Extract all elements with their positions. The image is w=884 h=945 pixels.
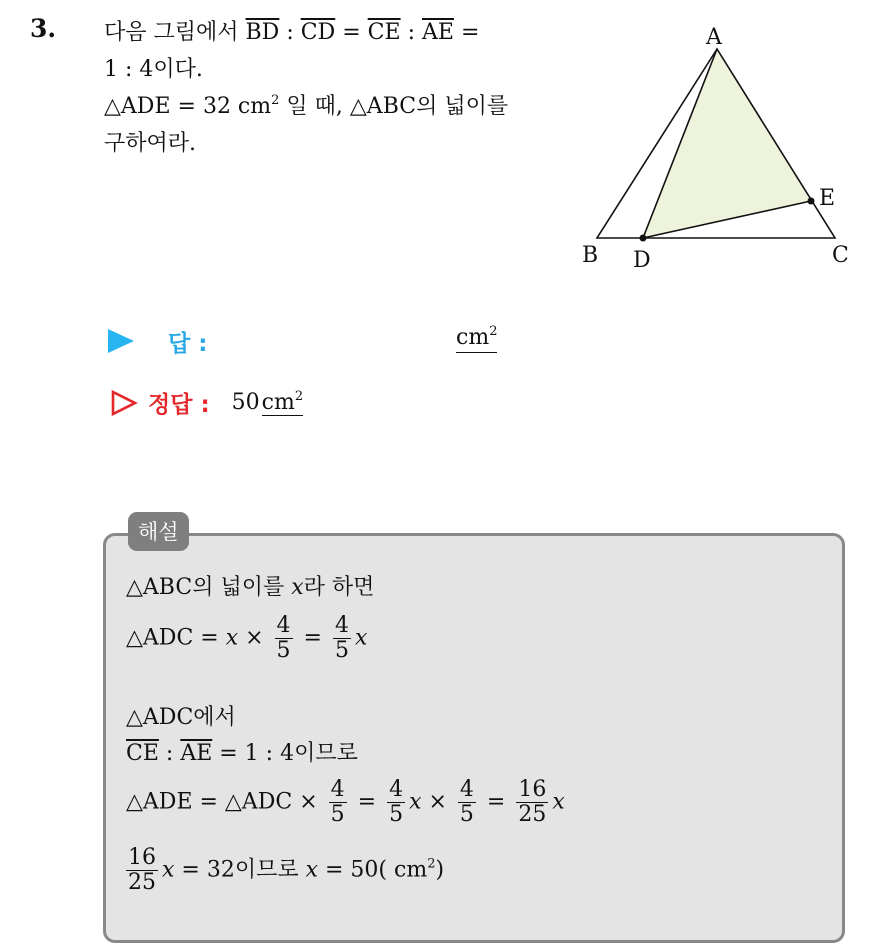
- solution-line-2: △ADC = x × $\frac{4}{5}$ = $\frac{4}{5}$ x: [126, 613, 368, 663]
- problem-number: 3.: [30, 14, 57, 43]
- fraction-16-25: $\frac{16}{25}$: [518, 777, 547, 827]
- correct-answer-row: [110, 386, 303, 419]
- label-b: B: [582, 243, 599, 268]
- fraction-4-5: $\frac{4}{5}$: [334, 613, 349, 663]
- label-e: E: [819, 186, 836, 211]
- fraction-4-5: $\frac{4}{5}$: [389, 777, 404, 827]
- solution-line-4: $\overline{CE}$ : $\overline{AE} = 1$ : 4이므로: [126, 741, 358, 766]
- label-c: C: [832, 243, 849, 268]
- answer-row: [108, 324, 207, 358]
- label-d: D: [633, 248, 651, 273]
- correct-answer-label: 정답 :: [148, 392, 210, 418]
- problem-statement: [104, 14, 564, 162]
- fraction-4-5: $\frac{4}{5}$: [330, 777, 345, 827]
- problem-line-1: 다음 그림에서 $\overline{BD}$ : $\overline{CD} = \overline{CE}$ : $\overline{AE}$ =: [104, 20, 480, 45]
- point-d: [640, 235, 647, 242]
- problem-line-3: △ADE = 32 $cm^2$ 일 때, △ABC의 넓이를: [104, 93, 509, 119]
- solution-line-5: △ADE = △ADC × $\frac{4}{5}$ = $\frac{4}{5}$ x × $\frac{4}{5}$ = $\frac{16}{25}$ x: [126, 777, 565, 827]
- shaded-triangle-ade: [643, 49, 811, 238]
- answer-blank[interactable]: $cm^2$: [456, 324, 497, 353]
- solution-tag: 해설: [128, 512, 189, 551]
- solution-line-3: △ADC에서: [126, 705, 236, 730]
- triangle-figure: [580, 20, 870, 280]
- fraction-4-5: $\frac{4}{5}$: [459, 777, 474, 827]
- correct-answer-value: 50: [231, 390, 260, 415]
- problem-line-4: 구하여라.: [104, 131, 197, 156]
- point-e: [808, 198, 815, 205]
- correct-answer-unit: $cm^2$: [261, 388, 304, 415]
- outline-arrow-icon: [110, 389, 138, 417]
- solution-line-6: $\frac{16}{25}$ x = 32이므로 x = 50( $cm^2$): [128, 845, 445, 895]
- label-a: A: [706, 25, 722, 50]
- fraction-16-25: $\frac{16}{25}$: [128, 845, 156, 895]
- answer-label: 답 :: [168, 330, 208, 357]
- problem-line-2: 1 : 4이다.: [104, 57, 203, 82]
- play-arrow-icon: [108, 329, 134, 353]
- solution-line-1: △ABC의 넓이를 x라 하면: [126, 575, 375, 600]
- fraction-4-5: $\frac{4}{5}$: [276, 613, 291, 663]
